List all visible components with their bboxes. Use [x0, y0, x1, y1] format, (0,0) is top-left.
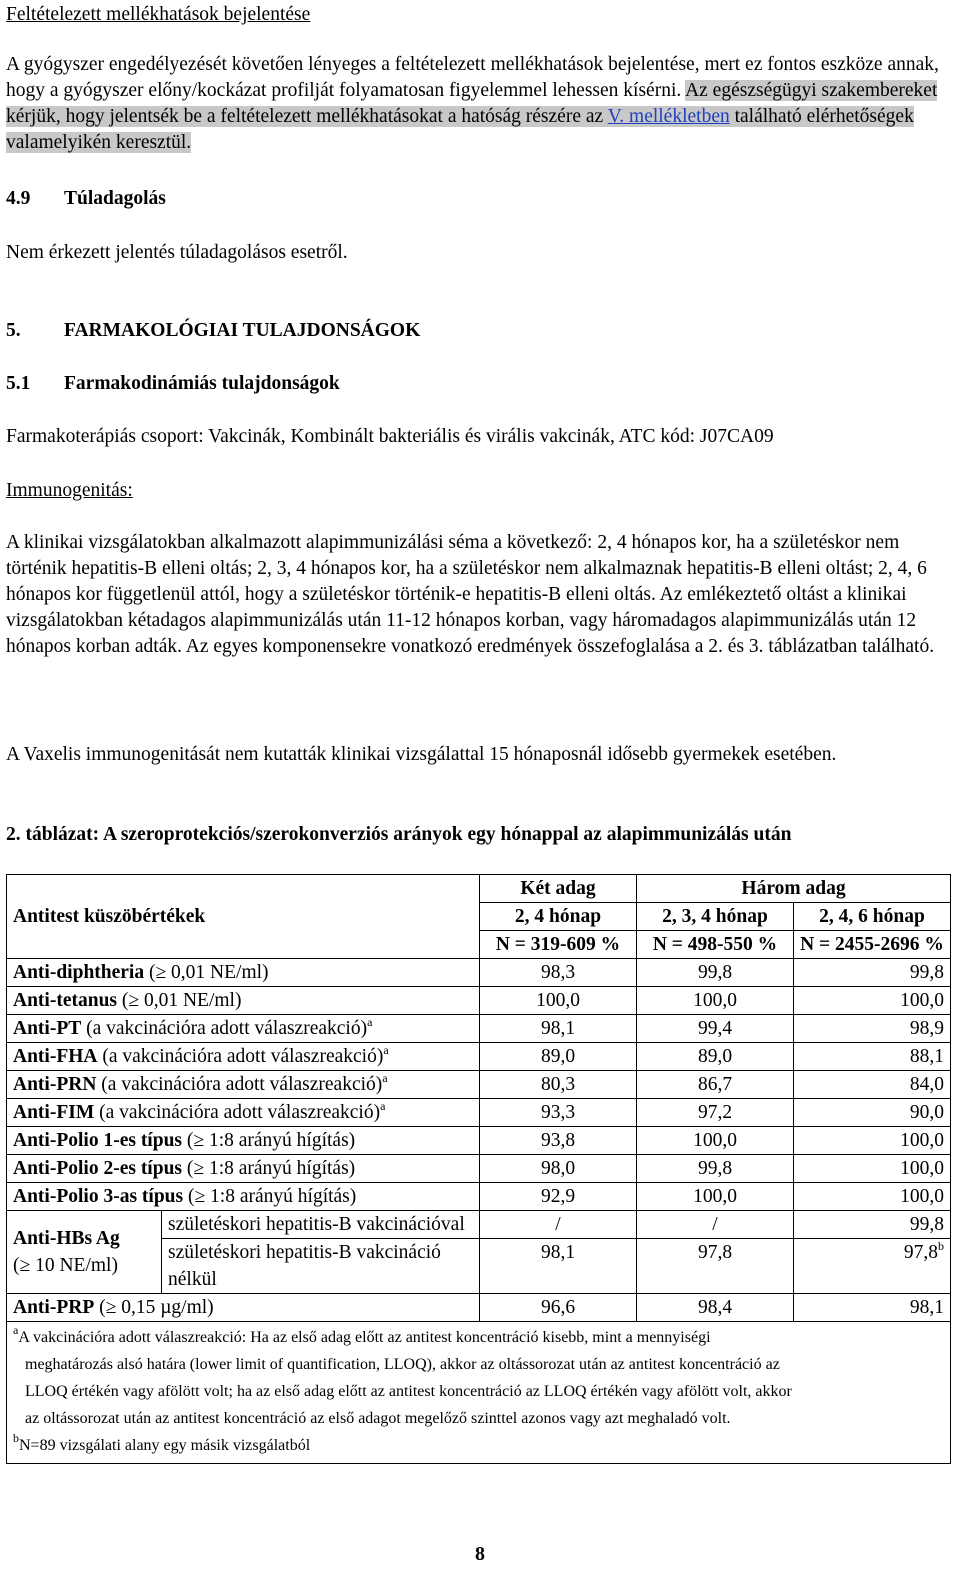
antibody-threshold-header: Antitest küszöbértékek [7, 875, 480, 959]
table-cell: 100,0 [794, 987, 951, 1015]
footnote-text: N=89 vizsgálati alany egy másik vizsgálatból [19, 1437, 311, 1454]
section-4-9-heading [6, 186, 166, 212]
hbs-label [7, 1211, 162, 1294]
table-cell: 97,2 [637, 1099, 794, 1127]
table-row [7, 959, 951, 987]
n-header: N = 2455-2696 % [794, 931, 951, 959]
section-5-1-heading [6, 371, 340, 397]
table-cell: 98,4 [637, 1294, 794, 1322]
antibody-label [7, 1099, 480, 1127]
antibody-name: Anti-Polio 1-es típus [13, 1130, 183, 1151]
section-title: FARMAKOLÓGIAI TULAJDONSÁGOK [64, 320, 421, 341]
n-header: N = 498-550 % [637, 931, 794, 959]
schedule-header: 2, 4, 6 hónap [794, 903, 951, 931]
table-cell: 98,0 [480, 1155, 637, 1183]
footnote-marker: b [13, 1431, 19, 1445]
report-paragraph [6, 52, 950, 156]
two-dose-header: Két adag [480, 875, 637, 903]
section-number: 4.9 [6, 188, 31, 209]
table-cell: 100,0 [637, 1127, 794, 1155]
section-5-heading [6, 318, 420, 344]
table-body [7, 959, 951, 1211]
report-text-1: A gyógyszer engedélyezését követően lényeges a feltételezett mellékhatások bejelentése, mert ez fontos eszköze annak, hogy a gyógyszer előny/kockázat profilját folyamatosan figyelemmel lehessen kísérni. [6, 54, 939, 101]
antibody-threshold: (≥ 0,01 NE/ml) [144, 962, 269, 983]
schedule-header: 2, 3, 4 hónap [637, 903, 794, 931]
antibody-label [7, 1127, 480, 1155]
table-row [7, 1127, 951, 1155]
table-footnotes [7, 1322, 951, 1464]
table-cell: 98,1 [794, 1294, 951, 1322]
hbs-threshold: (≥ 10 NE/ml) [13, 1255, 118, 1276]
section-number: 5.1 [6, 373, 31, 394]
antibody-label [7, 1183, 480, 1211]
table-cell: 99,8 [637, 959, 794, 987]
table-cell: 96,6 [480, 1294, 637, 1322]
table-cell: 80,3 [480, 1071, 637, 1099]
table-cell: 100,0 [794, 1183, 951, 1211]
table-cell: 98,9 [794, 1015, 951, 1043]
hbs-sub-with: születéskori hepatitis-B vakcinációval [162, 1211, 480, 1239]
footnote-marker: a [382, 1071, 388, 1085]
footnote-b [13, 1432, 944, 1459]
table-cell: 99,8 [794, 959, 951, 987]
table-cell: 98,3 [480, 959, 637, 987]
seroprotection-table [6, 874, 951, 1464]
vaxelis-paragraph: A Vaxelis immunogenitását nem kutatták klinikai vizsgálattal 15 hónaposnál idősebb gyermekek esetében. [6, 744, 837, 765]
cell-value: 97,8 [903, 1242, 938, 1263]
table-cell: 88,1 [794, 1043, 951, 1071]
antibody-label [7, 1015, 480, 1043]
table-cell: 84,0 [794, 1071, 951, 1099]
table-cell: 99,8 [794, 1211, 951, 1239]
prp-name: Anti-PRP [13, 1297, 95, 1318]
table-cell: 100,0 [637, 987, 794, 1015]
table-cell: 99,8 [637, 1155, 794, 1183]
antibody-name: Anti-FHA [13, 1046, 98, 1067]
footnote-marker: b [938, 1239, 944, 1253]
table-cell: 100,0 [480, 987, 637, 1015]
table-cell: / [480, 1211, 637, 1239]
table-cell: 97,8 [637, 1239, 794, 1294]
immunogenicity-paragraph: A klinikai vizsgálatokban alkalmazott alapimmunizálási séma a következő: 2, 4 hónapos kor, ha a születéskor nem történik hepatitis-B elleni oltás; 2, 3, 4 hónapos kor, ha a születéskor nem alkalmaznak hepatitis-B elleni oltást; 2, 4, 6 hónapos kor függetlenül attól, hogy a születéskor történik-e hepatitis-B elleni oltás. Az emlékeztető oltást a klinikai vizsgálatokban kétadagos alapimmunizálás után 11-12 hónapos korban, vagy háromadagos alapimmunizálás után 12 hónapos korban adták. Az egyes komponensekre vonatkozó eredmények összefoglalása a 2. és 3. táblázatban található. [6, 532, 935, 657]
antibody-name: Anti-FIM [13, 1102, 95, 1123]
table-cell: 89,0 [480, 1043, 637, 1071]
table-row [7, 1099, 951, 1127]
report-title: Feltételezett mellékhatások bejelentése [6, 4, 311, 25]
footnote-marker: a [367, 1015, 373, 1029]
table-cell: 98,1 [480, 1015, 637, 1043]
hbs-sub-without: születéskori hepatitis-B vakcináció nélkül [162, 1239, 480, 1294]
footnote-marker: a [13, 1323, 19, 1337]
antibody-name: Anti-tetanus [13, 990, 118, 1011]
annex-link[interactable]: V. mellékletben [607, 106, 730, 127]
section-title: Túladagolás [64, 188, 166, 209]
footnote-text: A vakcinációra adott válaszreakció: Ha az első adag előtt az antitest koncentráció kisebb, mint a mennyiségi [18, 1329, 711, 1346]
overdose-text: Nem érkezett jelentés túladagolásos esetről. [6, 242, 348, 263]
antibody-threshold: (≥ 0,01 NE/ml) [117, 990, 242, 1011]
antibody-threshold: (≥ 1:8 arányú hígítás) [182, 1130, 356, 1151]
table-cell: 99,4 [637, 1015, 794, 1043]
antibody-threshold: (≥ 1:8 arányú hígítás) [183, 1186, 357, 1207]
table-cell: 89,0 [637, 1043, 794, 1071]
antibody-threshold: (a vakcinációra adott válaszreakció) [81, 1018, 368, 1039]
antibody-label [7, 1071, 480, 1099]
atc-text: Farmakoterápiás csoport: Vakcinák, Kombinált bakteriális és virális vakcinák, ATC kód: J07CA09 [6, 426, 774, 447]
table-cell: / [637, 1211, 794, 1239]
footnote-text: az oltássorozat után az antitest koncentráció az első adagot megelőző szinttel azonos vagy azt meghaladó volt. [25, 1410, 731, 1427]
hbs-name: Anti-HBs Ag [13, 1228, 120, 1249]
antibody-name: Anti-Polio 3-as típus [13, 1186, 184, 1207]
antibody-label [7, 1043, 480, 1071]
table-cell: 98,1 [480, 1239, 637, 1294]
table-cell: 90,0 [794, 1099, 951, 1127]
schedule-header: 2, 4 hónap [480, 903, 637, 931]
footnote-text: LLOQ értékén vagy afölött volt; ha az első adag előtt az antitest koncentráció az LLOQ értékén vagy afölött volt, akkor [25, 1383, 792, 1400]
antibody-name: Anti-Polio 2-es típus [13, 1158, 183, 1179]
immunogenicity-heading: Immunogenitás: [6, 480, 133, 501]
table-cell [794, 1239, 951, 1294]
footnote-text: meghatározás alsó határa (lower limit of quantification, LLOQ), akkor az oltássorozat után az antitest koncentráció az [25, 1356, 780, 1373]
antibody-threshold: (a vakcinációra adott válaszreakció) [97, 1046, 384, 1067]
table-cell: 92,9 [480, 1183, 637, 1211]
footnote-marker: a [380, 1099, 386, 1113]
section-number: 5. [6, 320, 21, 341]
antibody-label [7, 1155, 480, 1183]
antibody-threshold: (a vakcinációra adott válaszreakció) [94, 1102, 381, 1123]
table-row [7, 1043, 951, 1071]
table-row [7, 1071, 951, 1099]
antibody-label [7, 987, 480, 1015]
footnote-marker: a [383, 1043, 389, 1057]
footnote-a [13, 1324, 944, 1351]
table-cell: 86,7 [637, 1071, 794, 1099]
prp-label [7, 1294, 480, 1322]
table-cell: 100,0 [794, 1155, 951, 1183]
table-cell: 100,0 [794, 1127, 951, 1155]
three-dose-header: Három adag [637, 875, 951, 903]
table-cell: 100,0 [637, 1183, 794, 1211]
table-caption: 2. táblázat: A szeroprotekciós/szerokonverziós arányok egy hónappal az alapimmunizálás után [6, 824, 792, 845]
report-text-2: Az egészségügyi szakembereket kérjük, hogy jelentsék be a feltételezett mellékhatásokat a hatóság részére az [6, 80, 938, 127]
prp-threshold: (≥ 0,15 µg/ml) [94, 1297, 214, 1318]
table-cell: 93,3 [480, 1099, 637, 1127]
table-row [7, 1155, 951, 1183]
antibody-label [7, 959, 480, 987]
antibody-name: Anti-PRN [13, 1074, 97, 1095]
table-cell: 93,8 [480, 1127, 637, 1155]
antibody-name: Anti-PT [13, 1018, 82, 1039]
n-header: N = 319-609 % [480, 931, 637, 959]
report-text-3: található elérhetőségek valamelyikén keresztül. [6, 106, 914, 153]
table-row [7, 1015, 951, 1043]
table-row [7, 1183, 951, 1211]
antibody-threshold: (≥ 1:8 arányú hígítás) [182, 1158, 356, 1179]
antibody-threshold: (a vakcinációra adott válaszreakció) [96, 1074, 383, 1095]
table-row [7, 987, 951, 1015]
antibody-name: Anti-diphtheria [13, 962, 145, 983]
page-number: 8 [475, 1543, 485, 1565]
section-title: Farmakodinámiás tulajdonságok [64, 373, 340, 394]
